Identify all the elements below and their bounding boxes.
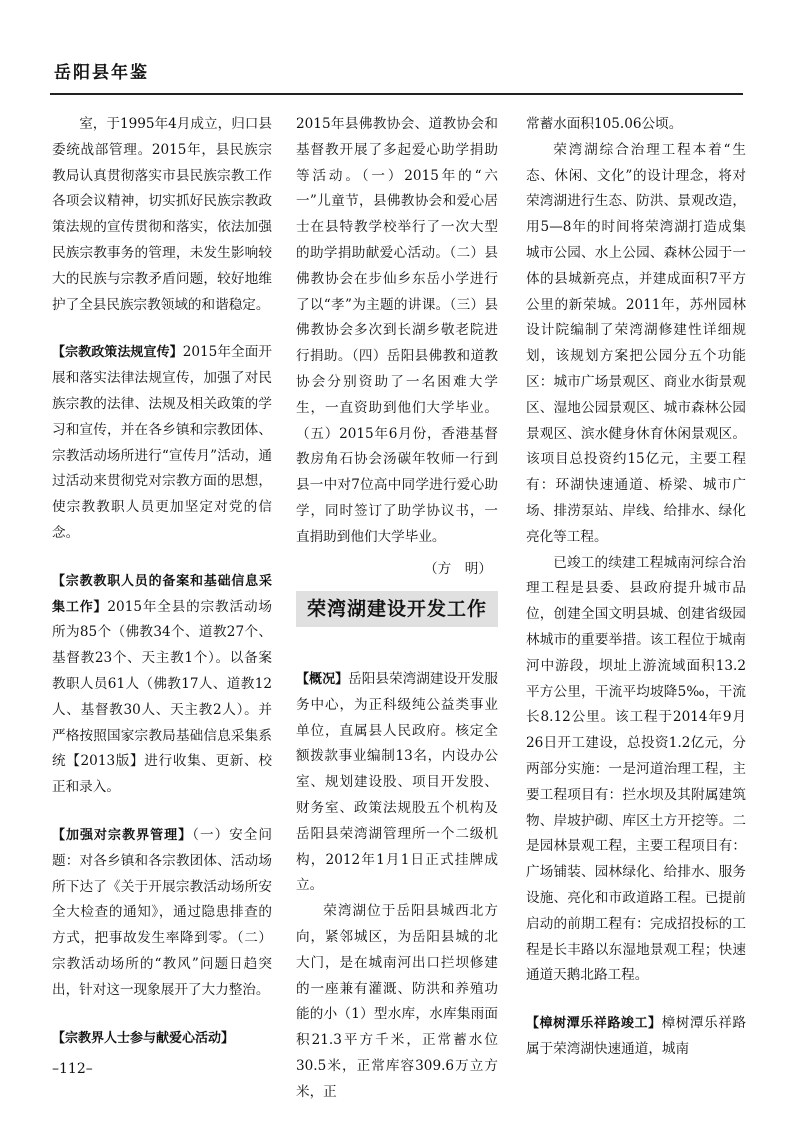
paragraph: 常蓄水面积105.06公顷。 [526, 116, 683, 132]
section-heading: 【加强对宗教界管理】 [52, 827, 193, 843]
section-heading: 【宗教教职人员的备案和基础信息采集工作】 [52, 573, 272, 615]
section-text: 2015年全县的宗教活动场所为85个（佛教34个、道教27个、基督教23个、天主教1个）。以备案教职人员61人（佛教17人、道教12人、基督教30人、天主教2人）。并严格按照国家宗教局基础信息采集系统【2013版】进行收集、更新、校正和录入。 [52, 598, 272, 796]
section-heading: 【樟树潭乐祥路竣工】 [526, 1016, 662, 1032]
section-heading: 【宗教政策法规宣传】 [52, 345, 183, 361]
paragraph: 室，于1995年4月成立，归口县委统战部管理。2015年，县民族宗教局认真贯彻落实市县民族宗教工作各项会议精神，切实抓好民族宗教政策法规的宣传贯彻和落实，依法加强民族宗教事务的管理，未发生影响较大的民族与宗教矛盾问题，较好地维护了全县民族宗教领域的和谐稳定。 [52, 116, 272, 313]
section-text: 岳阳县荣湾湖建设开发服务中心，为正科级纯公益类事业单位，直属县人民政府。核定全额拨款事业编制13名，内设办公室、规划建设股、项目开发股、财务室、政策法规股五个机构及岳阳县荣湾湖管理所一个二级机构，2012年1月1日正式挂牌成立。 [296, 671, 498, 894]
author-signature: （方 明） [424, 560, 492, 577]
page-number: –112– [52, 1061, 93, 1077]
section-text: 2015年全面开展和落实法律法规宣传，加强了对民族宗教的法律、法规及相关政策的学习和宣传，并在各乡镇和宗教团体、宗教活动场所进行“宣传月”活动，通过活动来贯彻党对宗教方面的思想，使宗教教职人员更加坚定对党的信念。 [52, 344, 272, 541]
paragraph: 2015年县佛教协会、道教协会和基督教开展了多起爱心助学捐助等活动。（一）2015年的“六一”儿童节，县佛教协会和爱心居士在县特教学校举行了一次大型的助学捐助献爱心活动。（二）县佛教协会在步仙乡东岳小学进行了以“孝”为主题的讲课。（三）县佛教协会多次到长湖乡敬老院进行捐助。（四）岳阳县佛教和道教协会分别资助了一名困难大学生，一直资助到他们大学毕业。（五）2015年6月份，香港基督教房角石协会汤碳年牧师一行到县一中对7位高中同学进行爱心助学，同时签订了助学协议书，一直捐助到他们大学毕业。 [296, 116, 498, 545]
section-heading: 【宗教界人士参与献爱心活动】 [52, 1030, 235, 1046]
column-2-bottom [296, 667, 498, 1106]
section-text: 樟树潭乐祥路属于荣湾湖快速通道，城南 [526, 1015, 746, 1057]
column-3 [526, 112, 746, 1063]
paragraph: 已竣工的续建工程城南河综合治理工程是县委、县政府提升城市品位，创建全国文明县城、创建省级园林城市的重要举措。该工程位于城南河中游段，坝址上游流域面积13.2平方公里，干流平均坡降5‰，干流长8.12公里。该工程于2014年9月26日开工建设，总投资1.2亿元，分两部分实施：一是河道治理工程，主要工程项目有：拦水坝及其附属建筑物、岸坡护砌、库区土方开挖等。二是园林景观工程，主要工程项目有：广场铺装、园林绿化、给排水、服务设施、亮化和市政道路工程。已提前启动的前期工程有：完成招投标的工程是长丰路以东湿地景观工程；快速通道天鹅北路工程。 [526, 554, 746, 984]
paragraph: 荣湾湖位于岳阳县城西北方向，紧邻城区，为岳阳县城的北大门，是在城南河出口拦坝修建的一座兼有灌溉、防洪和养殖功能的小（1）型水库，水库集雨面积21.3平方千米，正常蓄水位30.5米，正常库容309.6万立方米，正 [296, 903, 498, 1100]
section-charity-activities [52, 1026, 272, 1052]
column-1 [52, 112, 272, 1051]
section-text: （一）安全问题：对各乡镇和各宗教团体、活动场所下达了《关于开展宗教活动场所安全大检查的通知》，通过隐患排查的方式，把事故发生率降到零。（二）宗教活动场所的“教风”问题日趋突出，针对这一现象展开了大力整治。 [52, 826, 272, 998]
section-overview [296, 667, 498, 899]
paragraph: 荣湾湖综合治理工程本着“生态、休闲、文化”的设计理念，将对荣湾湖进行生态、防洪、景观改造，用5—8年的时间将荣湾湖打造成集城市公园、水上公园、森林公园于一体的县城新亮点，并建成面积7平方公里的新荣城。2011年，苏州园林设计院编制了荣湾湖修建性详细规划，该规划方案把公园分五个功能区：城市广场景观区、商业水街景观区、湿地公园景观区、城市森林公园景观区、滨水健身休育休闲景观区。该项目总投资约15亿元，主要工程有：环湖快速通道、桥梁、城市广场、排涝泵站、岸线、给排水、绿化亮化等工程。 [526, 141, 746, 545]
section-clergy-registration [52, 569, 272, 801]
header-rule [50, 93, 743, 95]
section-zhangshutan-road [526, 1011, 746, 1063]
column-2-top [296, 112, 498, 582]
section-religious-law-promotion [52, 340, 272, 546]
section-heading: 【概况】 [296, 672, 349, 687]
yearbook-title: 岳阳县年鉴 [54, 63, 149, 83]
section-title-rongwan-lake: 荣湾湖建设开发工作 [296, 591, 498, 627]
section-religious-management [52, 823, 272, 1004]
